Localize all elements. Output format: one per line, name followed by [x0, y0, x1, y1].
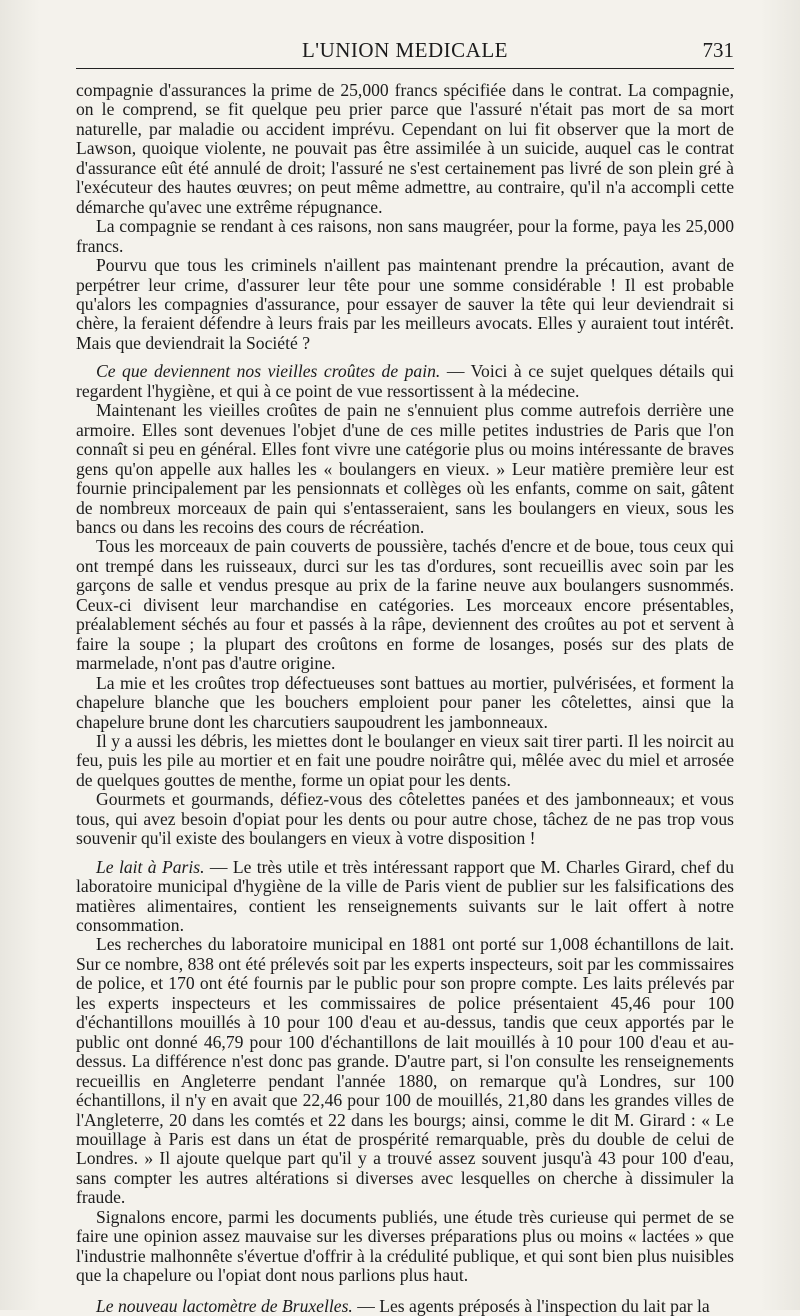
section-title: Le lait à Paris. — [96, 856, 205, 877]
paragraph: Maintenant les vieilles croûtes de pain ne s'ennuient plus comme autrefois derrière une armoire. Elles sont devenues l'objet d'une de ces mille petites industries de Paris que l'on connaît si peu en général. Elles font vivre une catégorie plus ou moins intéressante de braves gens qu'on appelle aux halles les « boulangers en vieux. » Leur matière première leur est fournie principalement par les pensionnats et collèges où les enfants, comme on sait, gâtent de nombreux morceaux de pain qui s'entasseraient, sans les boulangers en vieux, sous les bancs ou dans les recoins des cours de récréation. — [76, 400, 734, 537]
paragraph: Les recherches du laboratoire municipal en 1881 ont porté sur 1,008 échantillons de lait. Sur ce nombre, 838 ont été prélevés soit par les experts inspecteurs, soit par les commissaires de police, et 170 ont été fournis par le public pour son propre compte. Les laits prélevés par les experts inspecteurs et les commissaires de police présentaient 45,46 pour 100 d'échantillons mouillés à 10 pour 100 d'eau et au-dessus, tandis que ceux apportés par le public ont donné 46,79 pour 100 d'échantillons de lait mouillés à 10 pour 100 d'eau et au-dessus. La différence n'est donc pas grande. D'autre part, si l'on consulte les renseignements recueillis en Angleterre pendant l'année 1880, on remarque qu'à Londres, sur 100 échantillons, il n'y en avait que 22,46 pour 100 de mouillés, 21,80 dans les grandes villes de l'Angleterre, 20 dans les comtés et 22 dans les bourgs; ainsi, comme le dit M. Girard : « Le mouillage à Paris est dans un état de prospérité remarquable, près du double de celui de Londres. » Il ajoute quelque part qu'il y a trouvé assez souvent jusqu'à 43 pour 100 d'eau, sans compter les autres altérations si diverses avec lesquelles on cherche à dissimuler la fraude. — [76, 934, 734, 1208]
paragraph: compagnie d'assurances la prime de 25,000 francs spécifiée dans le contrat. La compagnie, on le comprend, se fit quelque peu prier parce que l'assuré n'était pas mort de sa mort naturelle, par maladie ou accident imprévu. Cependant on lui fit observer que la mort de Lawson, quoique violente, ne pouvait pas être assimilée à un suicide, auquel cas le contrat d'assurance eût été annulé de droit; l'assuré ne s'est certainement pas livré de son plein gré à l'exécuteur des hautes œuvres; on peut même admettre, au contraire, qu'il n'a accompli cette démarche qu'avec une extrême répugnance. — [76, 80, 734, 217]
section-paragraph — [76, 362, 734, 401]
paragraph-text: — Le très utile et très intéressant rapport que M. Charles Girard, chef du laboratoire municipal d'hygiène de la ville de Paris vient de publier sur les falsifications des matières alimentaires, contient les renseignements suivants sur le lait offert à notre consommation. — [76, 856, 734, 936]
paragraph: Tous les morceaux de pain couverts de poussière, tachés d'encre et de boue, tous ceux qui ont trempé dans les ruisseaux, durci sur les tas d'ordures, sont recueillis avec soin par les garçons de salle et vendus presque au prix de la farine neuve aux boulangers susnommés. Ceux-ci divisent leur marchandise en catégories. Les morceaux encore présentables, préalablement séchés au four et passés à la râpe, deviennent des croûtes au pot et servent à faire la soupe ; la plupart des croûtons en forme de losanges, posés sur des plats de marmelade, n'ont pas d'autre origine. — [76, 536, 734, 674]
page-header — [76, 36, 734, 69]
paragraph: La compagnie se rendant à ces raisons, non sans maugréer, pour la forme, paya les 25,000 francs. — [76, 216, 734, 256]
paragraph-text: — Voici à ce sujet quelques détails qui regardent l'hygiène, et qui à ce point de vue ressortissent à la médecine. — [76, 361, 735, 401]
section-title: Le nouveau lactomètre de Bruxelles. — [96, 1295, 353, 1316]
page-number: 731 — [702, 38, 734, 62]
section-paragraph — [76, 1297, 734, 1316]
paragraph: Signalons encore, parmi les documents publiés, une étude très curieuse qui permet de se faire une opinion assez mauvaise sur les diverses préparations plus ou moins « lactées » que l'industrie malhonnête s'évertue d'offrir à la crédulité publique, et qui sont bien plus nuisibles que la chapelure ou l'opiat dont nous parlions plus haut. — [76, 1206, 734, 1286]
paragraph: Il y a aussi les débris, les miettes dont le boulanger en vieux sait tirer parti. Il les noircit au feu, puis les pile au mortier et en fait une poudre noirâtre qui, mêlée avec du miel et arrosée de quelques gouttes de menthe, forme un opiat pour les dents. — [76, 730, 734, 790]
section-title: Ce que deviennent nos vieilles croûtes de pain. — [96, 361, 441, 382]
article-body — [76, 81, 734, 1316]
paragraph: Gourmets et gourmands, défiez-vous des côtelettes panées et des jambonneaux; et vous tous, qui avez besoin d'opiat pour les dents ou pour autre chose, tâchez de ne pas trop vous souvenir qu'il existe des boulangers en vieux à votre disposition ! — [76, 789, 734, 849]
paragraph-text: — Les agents préposés à l'inspection du lait par la — [352, 1295, 710, 1316]
running-title: L'UNION MEDICALE — [301, 38, 508, 62]
paragraph: La mie et les croûtes trop défectueuses sont battues au mortier, pulvérisées, et forment la chapelure blanche que les bouchers emploient pour paner les côtelettes, ainsi que la chapelure brune dont les charcutiers saupoudrent les jambonneaux. — [76, 672, 734, 732]
paragraph: Pourvu que tous les criminels n'aillent pas maintenant prendre la précaution, avant de perpétrer leur crime, d'assurer leur tête pour une somme considérable ! Il est probable qu'alors les compagnies d'assurance, pour essayer de sauver la tête qui leur deviendrait si chère, la feraient défendre à leurs frais par les meilleurs avocats. Elles y auraient tout intérêt. Mais que deviendrait la Société ? — [76, 255, 734, 353]
section-paragraph — [76, 858, 734, 936]
